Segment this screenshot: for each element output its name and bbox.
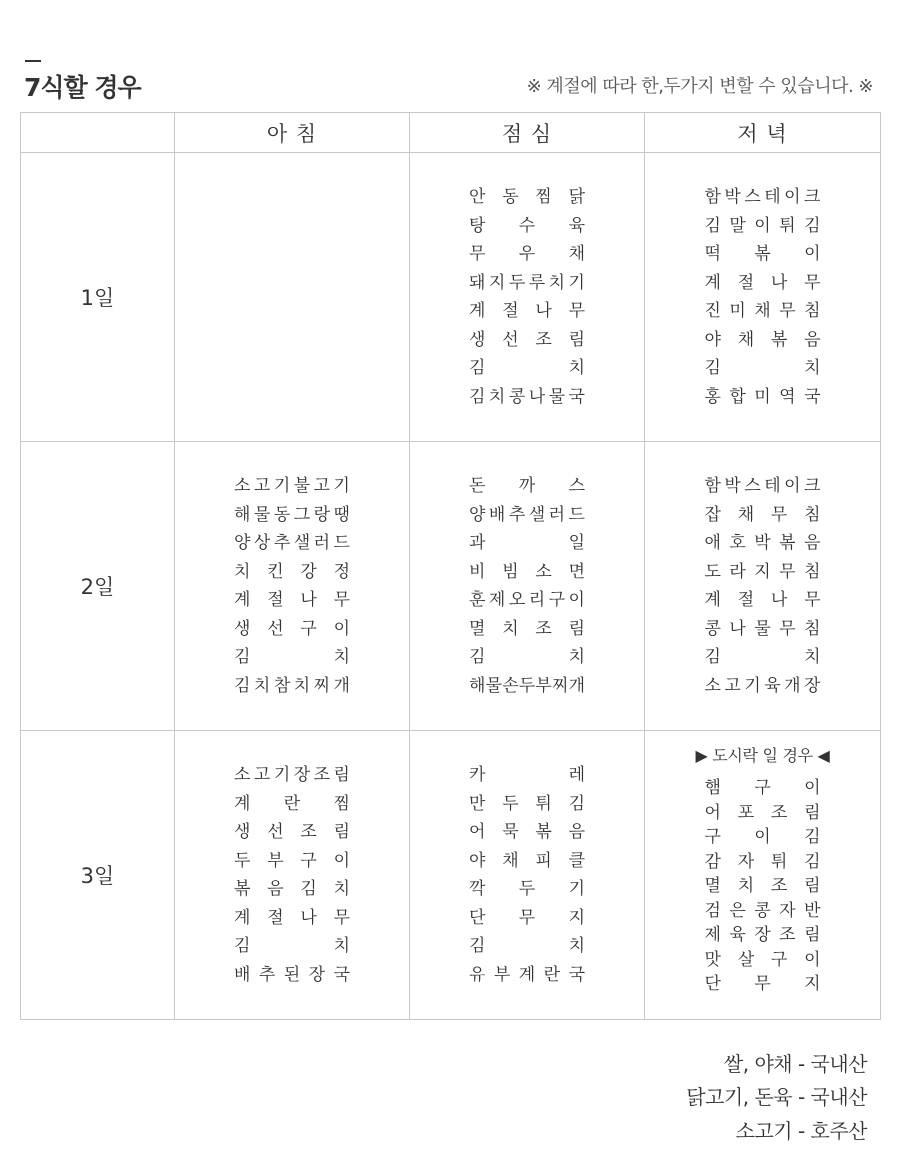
menu-item: 소 고 기 장 조 림 [234, 765, 350, 785]
menu-item: 제 육 장 조 림 [704, 925, 821, 946]
menu-item: 진 미 채 무 침 [704, 301, 821, 321]
menu-item: 함 박 스 테 이 크 [704, 187, 821, 207]
menu-item: 김 치 참 치 찌 개 [234, 675, 350, 696]
menu-item: 계 절 나 무 [234, 907, 350, 928]
menu-cell-breakfast [175, 153, 410, 442]
menu-item: 도 라 지 무 침 [704, 561, 821, 582]
menu-cell-dinner [645, 442, 881, 731]
menu-item: 안 동 찜 닭 [469, 187, 585, 207]
menu-item: 홍 합 미 역 국 [704, 386, 821, 407]
menu-item: 계 절 나 무 [704, 590, 821, 610]
menu-item: 김 치 [234, 936, 350, 956]
menu-item: 구 이 김 [704, 827, 821, 848]
menu-item: 야 채 볶 음 [704, 329, 821, 350]
meal-table [20, 112, 881, 1020]
seasonal-notice: ※ 계절에 따라 한,두가지 변할 수 있습니다. ※ [526, 76, 873, 97]
origin-beef: 소고기 - 호주산 [735, 1119, 867, 1143]
menu-item: 멸 치 조 림 [704, 876, 821, 897]
lunchbox-note: ▶ 도시락 일 경우 ◀ [695, 746, 830, 766]
table-row [21, 153, 881, 442]
menu-item: 멸 치 조 림 [469, 618, 585, 639]
origin-rice-vegetables: 쌀, 야채 - 국내산 [723, 1052, 867, 1076]
menu-item: 김 치 [469, 647, 585, 667]
menu-cell-lunch [410, 153, 645, 442]
menu-cell-dinner [645, 153, 881, 442]
menu-item: 깍 두 기 [469, 879, 585, 899]
menu-item: 김 치 콩 나 물 국 [469, 386, 585, 407]
menu-item: 햄 구 이 [704, 778, 821, 799]
menu-item: 김 말 이 튀 김 [704, 215, 821, 236]
menu-item: 훈 제 오 리 구 이 [469, 590, 585, 610]
header-lunch: 점 심 [410, 113, 645, 153]
day-label: 3일 [21, 731, 175, 1020]
menu-item: 카 레 [469, 765, 585, 785]
menu-item: 감 자 튀 김 [704, 851, 821, 872]
menu-item: 어 묵 볶 음 [469, 822, 585, 842]
menu-item: 무 우 채 [469, 244, 585, 264]
header-day [21, 113, 175, 153]
menu-item: 계 절 나 무 [704, 272, 821, 293]
header-row [21, 113, 881, 153]
menu-item: 치 킨 강 정 [234, 561, 350, 582]
menu-item: 김 치 [234, 647, 350, 667]
menu-item: 계 절 나 무 [234, 590, 350, 610]
menu-item: 비 빔 소 면 [469, 561, 585, 582]
menu-item: 계 절 나 무 [469, 301, 585, 321]
menu-item: 콩 나 물 무 침 [704, 618, 821, 639]
menu-item: 맛 살 구 이 [704, 949, 821, 970]
menu-item: 떡 볶 이 [704, 244, 821, 264]
menu-item: 단 무 지 [704, 974, 821, 995]
menu-item: 배 추 된 장 국 [234, 964, 350, 985]
menu-cell-breakfast [175, 731, 410, 1020]
menu-item: 어 포 조 림 [704, 802, 821, 823]
menu-item: 유 부 계 란 국 [469, 964, 585, 985]
menu-item: 양 상 추 샐 러 드 [234, 533, 350, 553]
menu-cell-breakfast [175, 442, 410, 731]
menu-item: 생 선 구 이 [234, 618, 350, 639]
header-dinner: 저 녁 [645, 113, 881, 153]
page-title: 7식할 경우 [24, 73, 141, 102]
origin-chicken-pork: 닭고기, 돈육 - 국내산 [686, 1085, 867, 1109]
table-row [21, 442, 881, 731]
menu-item: 과 일 [469, 533, 585, 553]
menu-item: 김 치 [469, 936, 585, 956]
menu-item: 검 은 콩 자 반 [704, 900, 821, 921]
menu-item: 소 고 기 불 고 기 [234, 476, 350, 496]
menu-item: 해 물 동 그 랑 땡 [234, 504, 350, 525]
menu-item: 야 채 피 클 [469, 850, 585, 871]
menu-item: 잡 채 무 침 [704, 504, 821, 525]
menu-item: 김 치 [469, 358, 585, 378]
menu-item: 해 물 손 두 부 찌 개 [469, 675, 585, 696]
menu-cell-lunch [410, 731, 645, 1020]
menu-cell-lunch [410, 442, 645, 731]
menu-item: 양 배 추 샐 러 드 [469, 504, 585, 525]
menu-item: 김 치 [704, 647, 821, 667]
menu-item: 돼 지 두 루 치 기 [469, 272, 585, 293]
menu-item: 만 두 튀 김 [469, 793, 585, 814]
menu-item: 김 치 [704, 358, 821, 378]
title-accent-line [25, 60, 41, 62]
menu-item: 볶 음 김 치 [234, 879, 350, 899]
menu-cell-dinner [645, 731, 881, 1020]
menu-item: 생 선 조 림 [234, 822, 350, 842]
header-breakfast: 아 침 [175, 113, 410, 153]
menu-item: 소 고 기 육 개 장 [704, 675, 821, 696]
table-row [21, 731, 881, 1020]
menu-item: 돈 까 스 [469, 476, 585, 496]
menu-item: 두 부 구 이 [234, 850, 350, 871]
day-label: 1일 [21, 153, 175, 442]
menu-item: 함 박 스 테 이 크 [704, 476, 821, 496]
menu-item: 단 무 지 [469, 907, 585, 928]
day-label: 2일 [21, 442, 175, 731]
menu-item: 생 선 조 림 [469, 329, 585, 350]
menu-item: 애 호 박 볶 음 [704, 533, 821, 553]
menu-item: 탕 수 육 [469, 215, 585, 236]
menu-item: 계 란 찜 [234, 793, 350, 814]
